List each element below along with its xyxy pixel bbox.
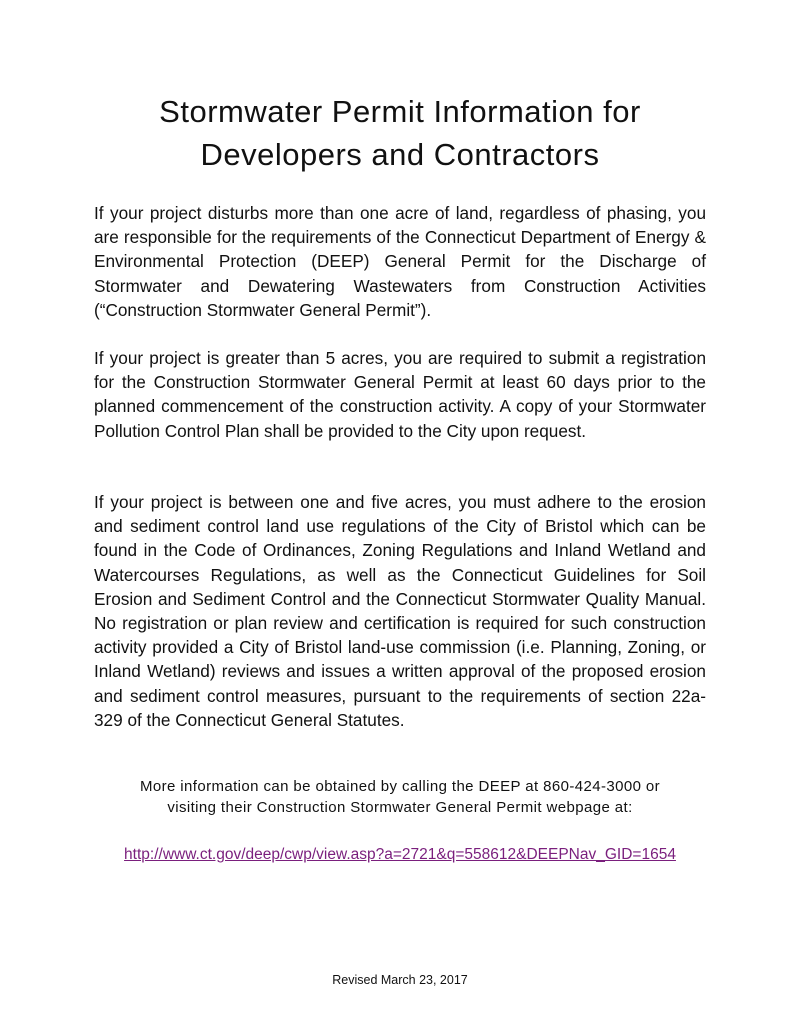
paragraph-permit-requirement: If your project disturbs more than one acre of land, regardless of phasing, you are responsible for the requirements of the Connecticut Department of Energy & Environmental Protection (DEEP) General Permit for the Discharge of Stormwater and Dewatering Wastewaters from Construction Activities (“Construction Stormwater General Permit”). <box>94 203 706 320</box>
deep-permit-webpage-link[interactable]: http://www.ct.gov/deep/cwp/view.asp?a=2721&q=558612&DEEPNav_GID=1654 <box>124 846 676 863</box>
page-title <box>60 90 740 176</box>
more-info-line-1: More information can be obtained by calling the DEEP at 860-424-3000 or <box>139 778 661 795</box>
title-line-2: Developers and Contractors <box>200 137 600 172</box>
paragraph-over-5-acres: If your project is greater than 5 acres, you are required to submit a registration for the Construction Stormwater General Permit at least 60 days prior to the planned commencement of the construction activity. A copy of your Stormwater Pollution Control Plan shall be provided to the City upon request. <box>94 348 706 441</box>
more-information <box>60 776 740 818</box>
more-info-line-2: visiting their Construction Stormwater General Permit webpage at: <box>167 799 633 816</box>
revised-date: Revised March 23, 2017 <box>332 973 468 987</box>
title-line-1: Stormwater Permit Information for <box>159 94 641 129</box>
paragraph-one-to-five-acres: If your project is between one and five acres, you must adhere to the erosion and sediment control land use regulations of the City of Bristol which can be found in the Code of Ordinances, Zoning Regulations and Inland Wetland and Watercourses Regulations, as well as the Connecticut Guidelines for Soil Erosion and Sediment Control and the Connecticut Stormwater Quality Manual. No registration or plan review and certification is required for such construction activity provided a City of Bristol land-use commission (i.e. Planning, Zoning, or Inland Wetland) reviews and issues a written approval of the proposed erosion and sediment control measures, pursuant to the requirements of section 22a-329 of the Connecticut General Statutes. <box>94 492 706 730</box>
